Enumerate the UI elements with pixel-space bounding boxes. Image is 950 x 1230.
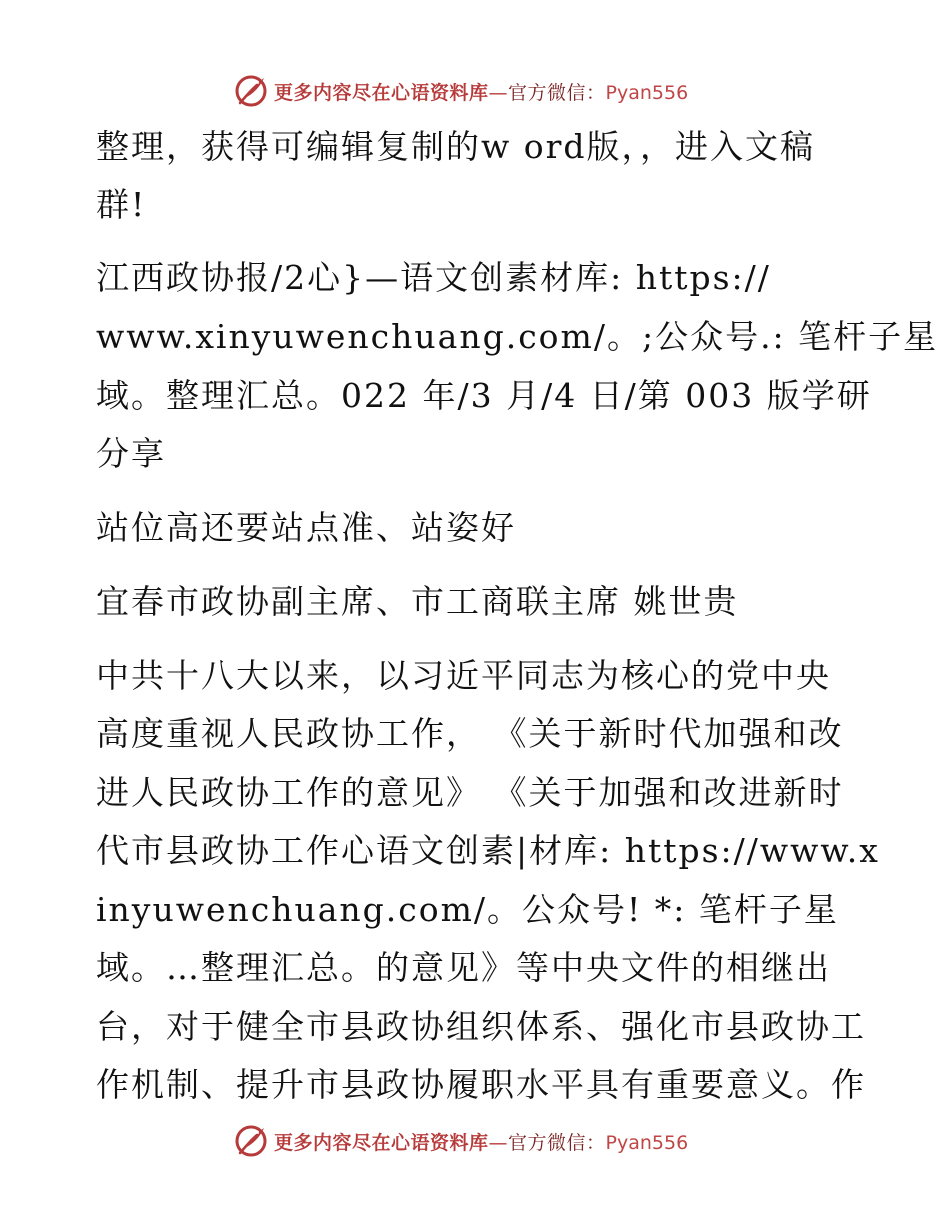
footer-watermark-banner [234,1124,688,1158]
text-line: 域。整理汇总。022 年/3 月/4 日/第 003 版学研 [96,376,872,415]
text-line: 整理，获得可编辑复制的w ord版，，进入文稿 [96,127,816,166]
text-line: 群! [96,185,147,224]
text-line: www.xinyuwenchuang.com/。;公众号.: 笔杆子星 [96,317,939,356]
header-watermark-banner [234,74,688,108]
text-line: 分享 [96,434,166,473]
text-line: 域。…整理汇总。的意见》等中央文件的相继出 [96,948,831,987]
text-line: 作机制、提升市县政协履职水平具有重要意义。作 [96,1065,866,1104]
watermark-main-text: 更多内容尽在心语资料库 [274,81,489,104]
watermark-wechat-id: Pyan556 [605,81,689,104]
text-line: 进人民政协工作的意见》 《关于加强和改进新时 [96,773,844,812]
text-line: 台，对于健全市县政协组织体系、强化市县政协工 [96,1007,866,1046]
quill-logo-icon [234,74,268,108]
watermark-contact-label: 官方微信： [508,81,606,104]
author-line: 宜春市政协副主席、市工商联主席 姚世贵 [96,582,739,621]
text-line: 高度重视人民政协工作， 《关于新时代加强和改 [96,714,844,753]
watermark-dash: — [488,81,509,104]
watermark-wechat-id: Pyan556 [605,1131,689,1154]
watermark-main-text: 更多内容尽在心语资料库 [274,1131,489,1154]
text-line: 江西政协报/2心}—语文创素材库: https:// [96,258,771,297]
watermark-contact-label: 官方微信： [508,1131,606,1154]
text-line: 代市县政协工作心语文创素|材库: https://www.x [96,831,880,870]
text-line: inyuwenchuang.com/。公众号! *: 笔杆子星 [96,890,839,929]
text-line: 中共十八大以来，以习近平同志为核心的党中央 [96,656,831,695]
quill-logo-icon [234,1124,268,1158]
article-title: 站位高还要站点准、站姿好 [96,508,516,547]
watermark-dash: — [488,1131,509,1154]
